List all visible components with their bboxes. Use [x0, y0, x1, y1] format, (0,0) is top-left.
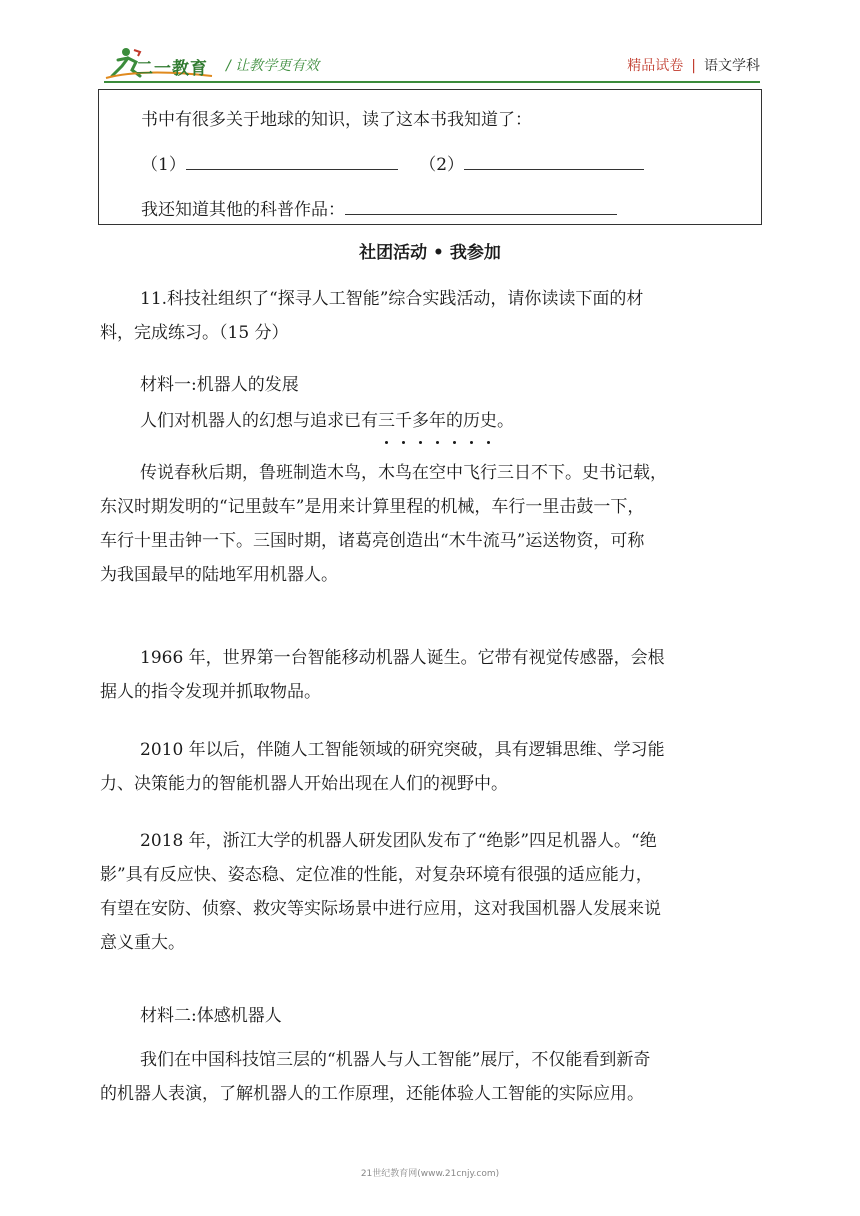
text-line: 传说春秋后期，鲁班制造木鸟，木鸟在空中飞行三日不下。史书记载， — [140, 463, 667, 483]
header-divider — [104, 81, 760, 83]
material2-title: 材料二:体感机器人 — [140, 1006, 282, 1026]
text-line: 影”具有反应快、姿态稳、定位准的性能，对复杂环境有很强的适应能力， — [100, 865, 653, 885]
dotted-char: 史 — [480, 404, 497, 438]
dotted-char: 千 — [395, 404, 412, 438]
dotted-char: 历 — [463, 404, 480, 438]
text-line: 力、决策能力的智能机器人开始出现在人们的视野中。 — [100, 774, 508, 794]
material2-paragraph-1 — [100, 1043, 762, 1111]
box-line-3 — [141, 195, 617, 220]
other-works-label: 我还知道其他的科普作品： — [141, 200, 345, 220]
material1-title: 材料一:机器人的发展 — [140, 375, 299, 395]
tag-subject: 语文学科 — [704, 58, 760, 74]
logo-text: 二一教育 — [136, 59, 208, 79]
section-title: 社团活动 • 我参加 — [359, 243, 501, 263]
text-line: 1966 年，世界第一台智能移动机器人诞生。它带有视觉传感器，会根 — [140, 648, 665, 668]
tag-quality: 精品试卷 — [627, 58, 684, 74]
dotted-char: 多 — [412, 404, 429, 438]
material1-intro — [140, 404, 802, 438]
intro-end: 。 — [497, 411, 514, 431]
text-line: 车行十里击钟一下。三国时期，诸葛亮创造出“木牛流马”运送物资，可称 — [100, 531, 645, 551]
text-line: 东汉时期发明的“记里鼓车”是用来计算里程的机械，车行一里击鼓一下， — [100, 497, 645, 517]
dotted-char: 年 — [429, 404, 446, 438]
text-line: 有望在安防、侦察、救灾等实际场景中进行应用，这对我国机器人发展来说 — [100, 899, 661, 919]
material1-paragraph-3 — [100, 733, 762, 801]
question-line-2: 料，完成练习。（15 分） — [100, 323, 289, 343]
reading-note-box — [98, 89, 762, 225]
dotted-char: 的 — [446, 404, 463, 438]
material1-paragraph-4 — [100, 824, 762, 960]
dotted-char: 三 — [378, 404, 395, 438]
text-line: 据人的指令发现并抓取物品。 — [100, 682, 321, 702]
text-line: 我们在中国科技馆三层的“机器人与人工智能”展厅，不仅能看到新奇 — [140, 1050, 651, 1070]
answer-blank-2[interactable] — [464, 151, 644, 170]
text-line: 为我国最早的陆地军用机器人。 — [100, 565, 338, 585]
question-stem — [100, 282, 762, 350]
answer-label-2: （2） — [419, 155, 465, 175]
tag-separator: | — [691, 58, 696, 74]
box-line-1: 书中有很多关于地球的知识，读了这本书我知道了： — [141, 110, 532, 130]
text-line: 2010 年以后，伴随人工智能领域的研究突破，具有逻辑思维、学习能 — [140, 740, 665, 760]
header-tags — [627, 55, 760, 75]
answer-label-1: （1） — [141, 155, 186, 175]
slogan: / 让教学更有效 — [226, 58, 320, 74]
intro-text: 人们对机器人的幻想与追求已有 — [140, 411, 378, 431]
page-header — [0, 0, 860, 88]
material1-paragraph-1 — [100, 456, 762, 592]
box-line-2 — [141, 150, 644, 175]
material1-paragraph-2 — [100, 641, 762, 709]
text-line: 2018 年，浙江大学的机器人研发团队发布了“绝影”四足机器人。“绝 — [140, 831, 657, 851]
text-line: 的机器人表演，了解机器人的工作原理，还能体验人工智能的实际应用。 — [100, 1084, 644, 1104]
page-footer: 21世纪教育网(www.21cnjy.com) — [360, 1169, 500, 1179]
question-line-1: 11.科技社组织了“探寻人工智能”综合实践活动，请你读读下面的材 — [140, 289, 644, 309]
answer-blank-1[interactable] — [186, 151, 398, 170]
answer-blank-3[interactable] — [345, 196, 617, 215]
text-line: 意义重大。 — [100, 933, 185, 953]
